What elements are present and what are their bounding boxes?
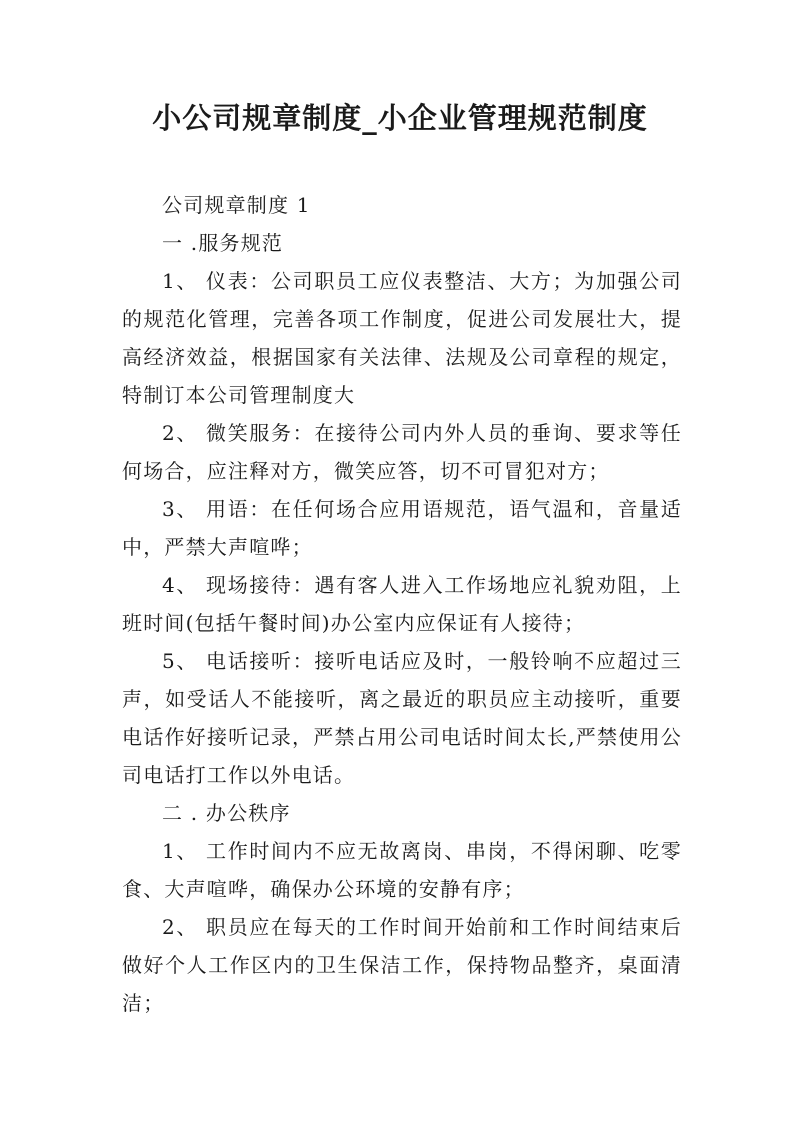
part1-item-5: 5、 电话接听：接听电话应及时，一般铃响不应超过三声，如受话人不能接听，离之最近的职员应主动接听，重要电话作好接听记录，严禁占用公司电话时间太长,严禁使用公司电话打工作以外电话。 — [122, 649, 682, 787]
part2-item-2: 2、 职员应在每天的工作时间开始前和工作时间结束后做好个人工作区内的卫生保洁工作，保持物品整齐，桌面清洁； — [122, 915, 682, 1015]
part2-item-1: 1、 工作时间内不应无故离岗、串岗，不得闲聊、吃零食、大声喧哗，确保办公环境的安静有序； — [122, 839, 682, 901]
part1-item-3: 3、 用语：在任何场合应用语规范，语气温和，音量适中，严禁大声喧哗； — [122, 497, 682, 559]
part1-item-2: 2、 微笑服务：在接待公司内外人员的垂询、要求等任何场合，应注释对方，微笑应答，切不可冒犯对方； — [122, 421, 682, 483]
part1-item-4: 4、 现场接待：遇有客人进入工作场地应礼貌劝阻，上班时间(包括午餐时间)办公室内应保证有人接待； — [122, 573, 682, 635]
section-label: 公司规章制度 1 — [162, 193, 311, 217]
document-body — [122, 186, 682, 1022]
part1-heading: 一 .服务规范 — [162, 231, 284, 255]
document-title: 小公司规章制度_小企业管理规范制度 — [152, 101, 648, 135]
part2-heading: 二 . 办公秩序 — [162, 801, 291, 825]
part1-item-1: 1、 仪表：公司职员工应仪表整洁、大方；为加强公司的规范化管理，完善各项工作制度，促进公司发展壮大，提高经济效益，根据国家有关法律、法规及公司章程的规定，特制订本公司管理制度大 — [122, 269, 682, 407]
